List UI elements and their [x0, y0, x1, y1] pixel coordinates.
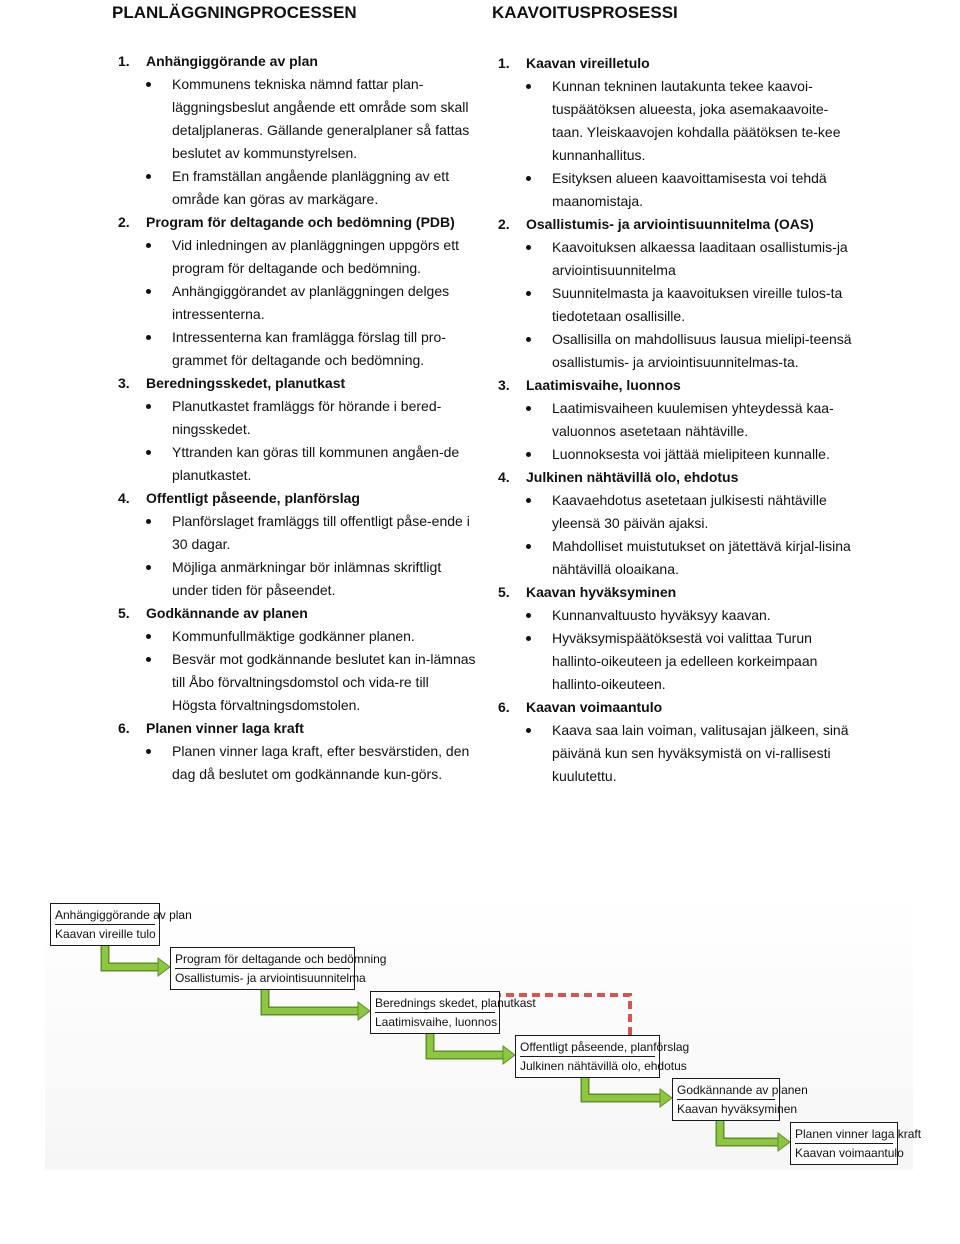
bullet-item — [552, 397, 852, 443]
bullet-item — [172, 556, 477, 602]
step-number: 6. — [118, 720, 130, 736]
arrow-head — [158, 958, 170, 976]
diagram-step-box — [790, 1122, 922, 1165]
bullet-text: Planutkastet framläggs för hörande i bered-ningsskedet. — [172, 398, 442, 437]
step-title-text: Offentligt påseende, planförslag — [146, 490, 360, 506]
step-title — [112, 717, 477, 740]
bullet-item — [172, 740, 477, 786]
diagram-label-finnish: Kaavan vireille tulo — [55, 927, 156, 941]
step — [112, 717, 477, 786]
bullet-text: Planen vinner laga kraft, efter besvärstiden, den dag då beslutet om godkännande kun-görs. — [172, 743, 470, 782]
step-number: 2. — [118, 214, 130, 230]
finnish-steps — [492, 52, 852, 788]
step-title-text: Laatimisvaihe, luonnos — [526, 377, 681, 393]
bullet-item — [172, 165, 477, 211]
arrow-head — [660, 1089, 672, 1107]
bullet-text: Luonnoksesta voi jättää mielipiteen kunnalle. — [552, 446, 830, 462]
bullet-text: Yttranden kan göras till kommunen angåen-de planutkastet. — [172, 444, 460, 483]
diagram-label-finnish: Laatimisvaihe, luonnos — [375, 1015, 498, 1029]
step — [492, 52, 852, 213]
bullet-text: Besvär mot godkännande beslutet kan in-lämnas till Åbo förvaltningsdomstol och vida-re till Högsta förvaltningsdomstolen. — [172, 651, 476, 713]
diagram-label-swedish: Offentligt påseende, planförslag — [520, 1038, 655, 1057]
step-title-text: Godkännande av planen — [146, 605, 308, 621]
step-title-text: Beredningsskedet, planutkast — [146, 375, 346, 391]
step-number: 3. — [498, 377, 510, 393]
bullet-item — [552, 604, 852, 627]
bullet-text: Suunnitelmasta ja kaavoituksen vireille tulos-ta tiedotetaan osallisille. — [552, 285, 843, 324]
bullet-item — [552, 535, 852, 581]
bullet-text: Kommunfullmäktige godkänner planen. — [172, 628, 415, 644]
step — [112, 372, 477, 487]
bullet-text: Kaavaehdotus asetetaan julkisesti nähtäville yleensä 30 päivän ajaksi. — [552, 492, 827, 531]
bullet-list — [112, 740, 477, 786]
bullet-list — [492, 719, 852, 788]
diagram-step-box — [672, 1078, 808, 1121]
step-title-text: Kaavan voimaantulo — [526, 699, 663, 715]
diagram-label-swedish: Planen vinner laga kraft — [795, 1125, 893, 1144]
step-number: 4. — [498, 469, 510, 485]
bullet-item — [552, 489, 852, 535]
arrow-head — [358, 1002, 370, 1020]
step-title — [112, 211, 477, 234]
bullet-list — [492, 75, 852, 213]
bullet-list — [112, 510, 477, 602]
bullet-item — [172, 73, 477, 165]
bullet-item — [552, 443, 852, 466]
bullet-list — [112, 73, 477, 211]
step-title-text: Julkinen nähtävillä olo, ehdotus — [526, 469, 739, 485]
bullet-text: Laatimisvaiheen kuulemisen yhteydessä kaa-valuonnos asetetaan nähtäville. — [552, 400, 834, 439]
step — [492, 374, 852, 466]
diagram-label-finnish: Kaavan voimaantulo — [795, 1146, 904, 1160]
swedish-steps — [112, 50, 477, 786]
bullet-list — [492, 489, 852, 581]
bullet-item — [172, 510, 477, 556]
diagram-label-finnish: Kaavan hyväksyminen — [677, 1102, 798, 1116]
step-title-text: Program för deltagande och bedömning (PDB) — [146, 214, 455, 230]
step-title-text: Osallistumis- ja arviointisuunnitelma (OAS) — [526, 216, 814, 232]
bullet-item — [172, 234, 477, 280]
bullet-item — [552, 627, 852, 696]
bullet-item — [172, 648, 477, 717]
step-title — [112, 50, 477, 73]
bullet-text: En framställan angående planläggning av ett område kan göras av markägare. — [172, 168, 450, 207]
bullet-item — [552, 328, 852, 374]
process-diagram — [45, 895, 922, 1170]
step-number: 2. — [498, 216, 510, 232]
bullet-text: Osallisilla on mahdollisuus lausua mielipi-teensä osallistumis- ja arviointisuunnitelmas-ta. — [552, 331, 852, 370]
step-number: 6. — [498, 699, 510, 715]
step-title — [492, 466, 852, 489]
arrow-head — [503, 1046, 515, 1064]
step-title — [492, 374, 852, 397]
step-number: 4. — [118, 490, 130, 506]
diagram-step-box — [370, 991, 536, 1034]
bullet-list — [492, 236, 852, 374]
bullet-item — [172, 625, 477, 648]
step-title — [492, 52, 852, 75]
diagram-label-swedish: Program för deltagande och bedömning — [175, 950, 350, 969]
bullet-list — [112, 395, 477, 487]
step-title-text: Planen vinner laga kraft — [146, 720, 304, 736]
step-title — [492, 581, 852, 604]
diagram-label-finnish: Osallistumis- ja arviointisuunnitelma — [175, 971, 366, 985]
bullet-list — [492, 604, 852, 696]
bullet-text: Kaavoituksen alkaessa laaditaan osallistumis-ja arviointisuunnitelma — [552, 239, 848, 278]
bullet-item — [552, 167, 852, 213]
step-title-text: Anhängiggörande av plan — [146, 53, 318, 69]
step-title — [492, 213, 852, 236]
step — [492, 466, 852, 581]
bullet-item — [552, 719, 852, 788]
step-title — [112, 372, 477, 395]
bullet-item — [552, 75, 852, 167]
step-title — [492, 696, 852, 719]
step-number: 1. — [498, 55, 510, 71]
step-title — [112, 487, 477, 510]
bullet-text: Kunnanvaltuusto hyväksyy kaavan. — [552, 607, 771, 623]
step — [112, 211, 477, 372]
bullet-item — [172, 441, 477, 487]
step — [492, 213, 852, 374]
bullet-item — [172, 280, 477, 326]
bullet-text: Mahdolliset muistutukset on jätettävä kirjal-lisina nähtävillä oloaikana. — [552, 538, 851, 577]
bullet-item — [172, 395, 477, 441]
step-title-text: Kaavan hyväksyminen — [526, 584, 677, 600]
diagram-label-swedish: Anhängiggörande av plan — [55, 906, 155, 925]
bullet-list — [112, 234, 477, 372]
swedish-column — [112, 0, 477, 786]
finnish-column — [492, 0, 852, 788]
step — [492, 696, 852, 788]
bullet-item — [552, 236, 852, 282]
arrow-head — [778, 1133, 790, 1151]
step-title — [112, 602, 477, 625]
bullet-text: Esityksen alueen kaavoittamisesta voi tehdä maanomistaja. — [552, 170, 827, 209]
bullet-text: Kommunens tekniska nämnd fattar plan-läggningsbeslut angående ett område som skall detaljplaneras. Gällande generalplaner så fattas beslutet av kommunstyrelsen. — [172, 76, 470, 161]
finnish-heading: KAAVOITUSPROSESSI — [492, 3, 678, 22]
diagram-label-swedish: Godkännande av planen — [677, 1081, 775, 1100]
bullet-text: Planförslaget framläggs till offentligt påse-ende i 30 dagar. — [172, 513, 470, 552]
bullet-item — [552, 282, 852, 328]
step-number: 5. — [498, 584, 510, 600]
bullet-text: Vid inledningen av planläggningen uppgörs ett program för deltagande och bedömning. — [172, 237, 459, 276]
step-number: 5. — [118, 605, 130, 621]
step-title-text: Kaavan vireilletulo — [526, 55, 650, 71]
bullet-text: Hyväksymispäätöksestä voi valittaa Turun hallinto-oikeuteen ja edelleen korkeimpaan hallinto-oikeuteen. — [552, 630, 818, 692]
step — [492, 581, 852, 696]
bullet-text: Kunnan tekninen lautakunta tekee kaavoi-tuspäätöksen alueesta, joka asemakaavoite-taan. Yleiskaavojen kohdalla päätöksen te-kee kunnanhallitus. — [552, 78, 841, 163]
bullet-text: Möjliga anmärkningar bör inlämnas skriftligt under tiden för påseendet. — [172, 559, 442, 598]
bullet-list — [492, 397, 852, 466]
step-number: 3. — [118, 375, 130, 391]
diagram-step-box — [515, 1035, 690, 1078]
bullet-list — [112, 625, 477, 717]
diagram-label-finnish: Julkinen nähtävillä olo, ehdotus — [520, 1059, 687, 1073]
diagram-label-swedish: Berednings skedet, planutkast — [375, 994, 495, 1013]
swedish-heading: PLANLÄGGNINGPROCESSEN — [112, 3, 357, 22]
bullet-text: Intressenterna kan framlägga förslag till pro-grammet för deltagande och bedömning. — [172, 329, 446, 368]
step — [112, 50, 477, 211]
diagram-step-box — [50, 903, 192, 946]
bullet-text: Kaava saa lain voiman, valitusajan jälkeen, sinä päivänä kun sen hyväksymistä on vi-rallisesti kuulutettu. — [552, 722, 849, 784]
step — [112, 487, 477, 602]
bullet-text: Anhängiggörandet av planläggningen delges intressenterna. — [172, 283, 450, 322]
diagram-step-box — [170, 947, 387, 990]
bullet-item — [172, 326, 477, 372]
step-number: 1. — [118, 53, 130, 69]
step — [112, 602, 477, 717]
